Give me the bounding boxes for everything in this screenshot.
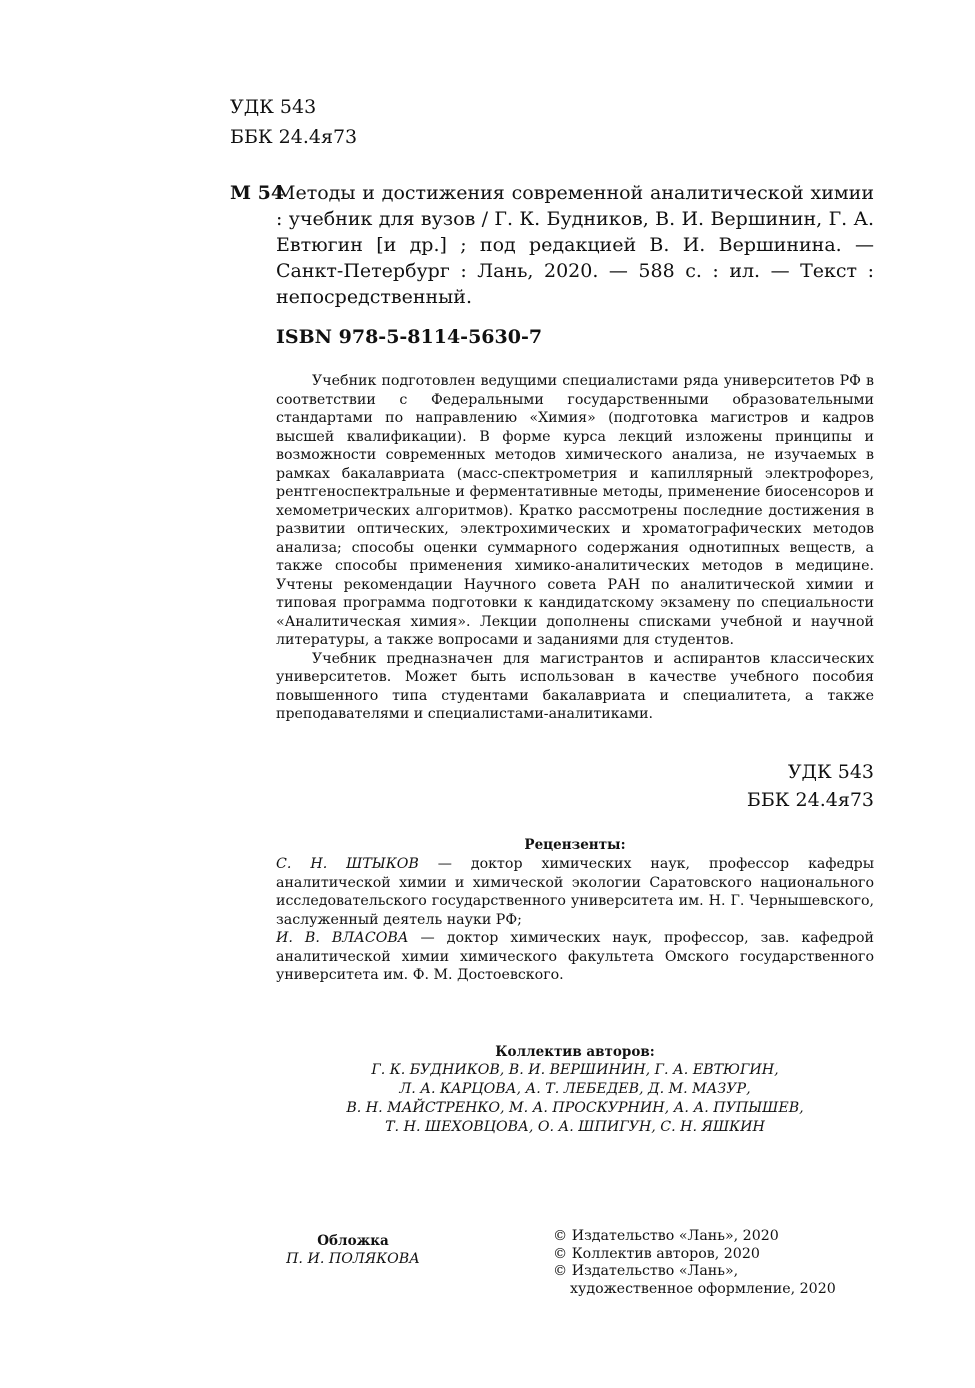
reviewer-name: И. В. ВЛАСОВА (276, 930, 409, 946)
annotation-paragraph: Учебник подготовлен ведущими специалистами ряда университетов РФ в соответствии с Федеральными государственными образовательными стандартами по направлению «Химия» (подготовка магистров и кадров высшей квалификации). В форме курса лекций изложены принципы и возможности современных методов химического анализа, не изучаемых в рамках бакалавриата (масс-спектрометрия и капиллярный электрофорез, рентгеноспектральные и ферментативные методы, применение биосенсоров и хемометрических алгоритмов). Кратко рассмотрены последние достижения в развитии оптических, электрохимических и хроматографических методов анализа; способы оценки суммарного содержания однотипных веществ, а также способы применения химико-аналитических методов в медицине. Учтены рекомендации Научного совета РАН по аналитической химии и типовая программа подготовки к кандидатскому экзамену по специальности «Аналитическая химия». Лекции дополнены списками учебной и научной литературы, а также вопросами и заданиями для студентов. (276, 373, 874, 648)
bbk-code: ББК 24.4я73 (230, 126, 358, 148)
classification-right (600, 758, 874, 814)
reviewers-title: Рецензенты: (524, 837, 626, 853)
copyright-line: художественное оформление, 2020 (570, 1280, 836, 1297)
bbk-code: ББК 24.4я73 (746, 789, 874, 811)
copyright-line: © Издательство «Лань», (553, 1263, 739, 1279)
authors-title: Коллектив авторов: (495, 1044, 655, 1060)
authors-line: В. Н. МАЙСТРЕНКО, М. А. ПРОСКУРНИН, А. А. ПУПЫШЕВ, (346, 1100, 804, 1116)
reviewer-description: — доктор химических наук, профессор, зав. кафедрой аналитической химии химического факультета Омского государственного университета им. Ф. М. Достоевского. (276, 930, 874, 983)
authors-list (276, 1061, 874, 1137)
annotation (276, 372, 874, 724)
authors-line: Л. А. КАРЦОВА, А. Т. ЛЕБЕДЕВ, Д. М. МАЗУР, (399, 1081, 751, 1097)
authors-line: Т. Н. ШЕХОВЦОВА, О. А. ШПИГУН, С. Н. ЯШКИН (385, 1119, 765, 1135)
classification-top (230, 92, 357, 152)
copyright-line: © Издательство «Лань», 2020 (553, 1228, 779, 1244)
reviewer-description: — доктор химических наук, профессор кафедры аналитической химии и химической экологии Саратовского национального исследовательского государственного университета им. Н. Г. Чернышевского, заслуженный деятель науки РФ; (276, 856, 875, 928)
authors-line: Г. К. БУДНИКОВ, В. И. ВЕРШИНИН, Г. А. ЕВТЮГИН, (371, 1062, 779, 1078)
catalog-description: Методы и достижения современной аналитической химии : учебник для вузов / Г. К. Будников, В. И. Вершинин, Г. А. Евтюгин [и др.] ; под редакцией В. И. Вершинина. — Санкт-Петербург : Лань, 2020. — 588 с. : ил. — Текст : непосредственный. (276, 182, 874, 308)
reviewer-entry (276, 929, 874, 985)
isbn: ISBN 978-5-8114-5630-7 (276, 326, 543, 348)
udk-code: УДК 543 (787, 761, 874, 783)
catalog-code: М 54 (230, 182, 285, 204)
udk-code: УДК 543 (230, 96, 317, 118)
copyright-block (553, 1228, 883, 1298)
cover-designer: П. И. ПОЛЯКОВА (286, 1251, 420, 1267)
reviewer-name: С. Н. ШТЫКОВ (276, 856, 419, 872)
copyright-line: © Коллектив авторов, 2020 (553, 1245, 760, 1262)
reviewers-list (276, 855, 874, 985)
annotation-paragraph: Учебник предназначен для магистрантов и аспирантов классических университетов. Может быть использован в качестве учебного пособия повышенного типа студентами бакалавриата и специалитета, а также преподавателями и специалистами-аналитиками. (276, 650, 874, 722)
cover-title: Обложка (317, 1233, 389, 1249)
reviewer-entry (276, 855, 874, 929)
